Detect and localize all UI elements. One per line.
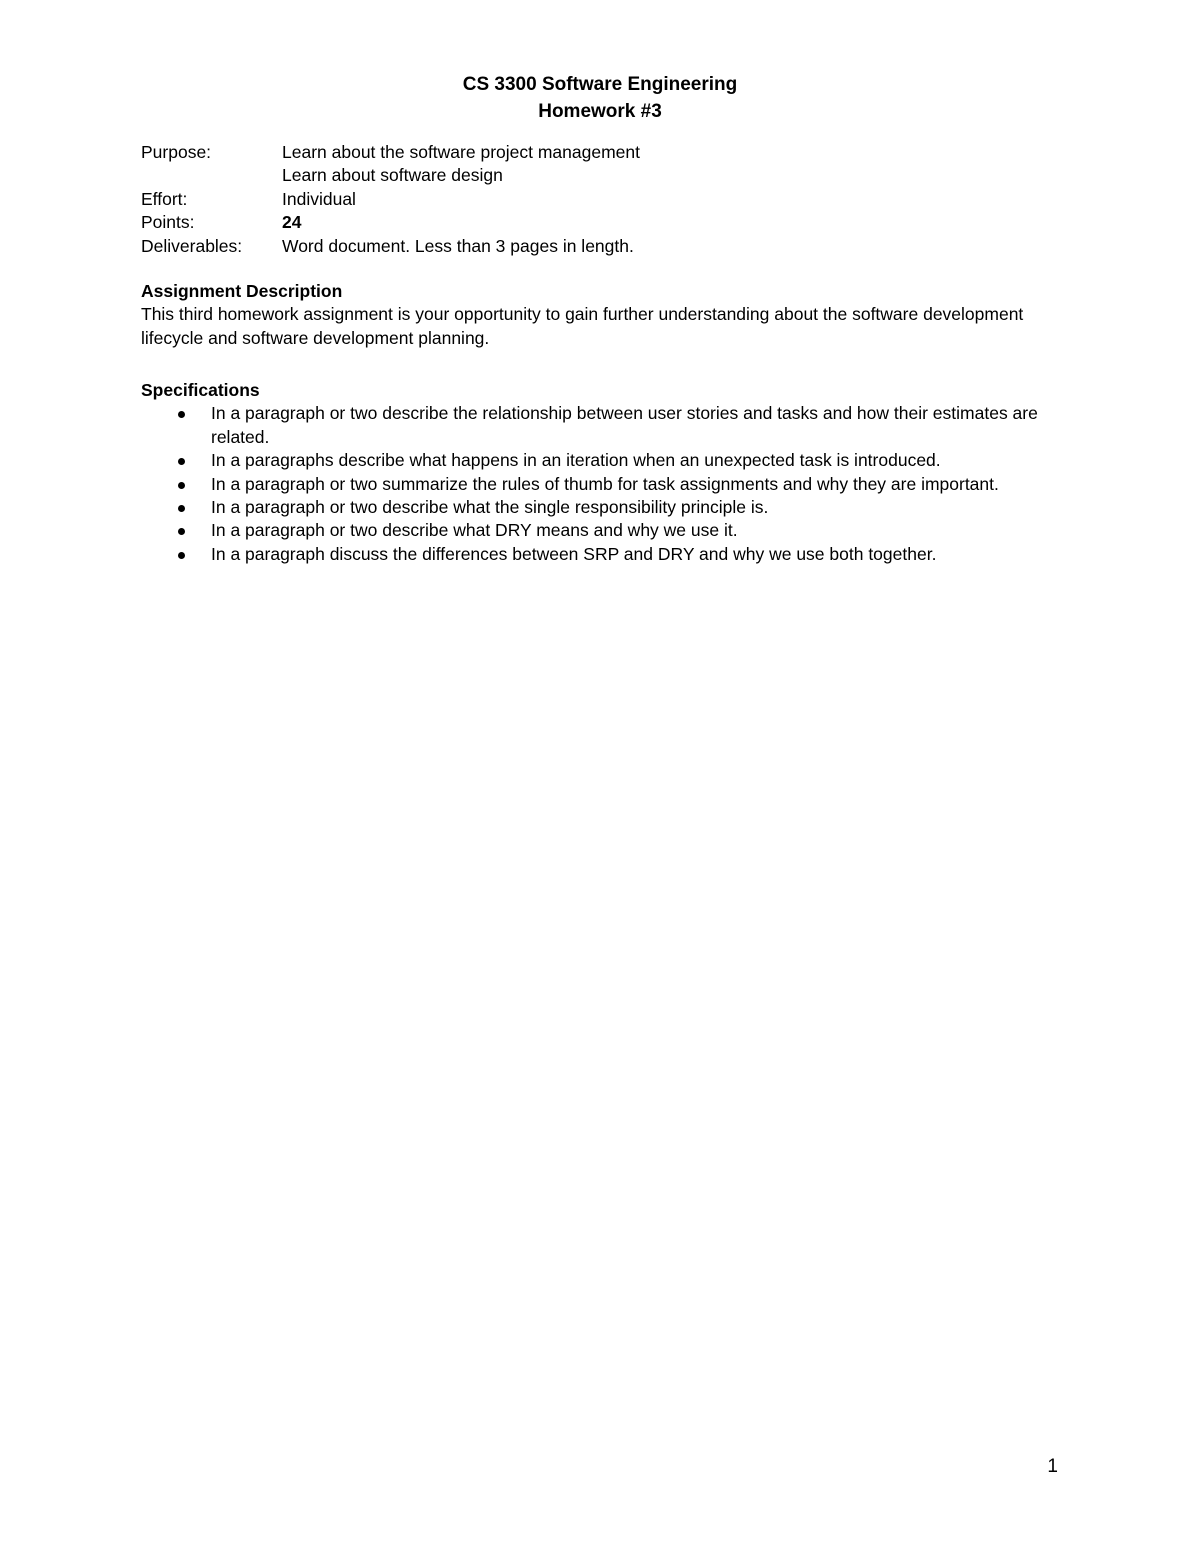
meta-row-purpose-cont <box>141 164 1061 187</box>
bullet-icon <box>178 552 185 559</box>
list-item <box>141 496 1061 519</box>
bullet-icon <box>178 482 185 489</box>
list-item-text: In a paragraph or two describe the relationship between user stories and tasks and how their estimates are related. <box>211 403 1038 447</box>
purpose-label: Purpose: <box>141 142 212 162</box>
specifications-list <box>141 402 1061 566</box>
effort-value: Individual <box>282 188 356 209</box>
list-item-text: In a paragraph or two describe what the single responsibility principle is. <box>211 497 769 518</box>
list-item <box>141 519 1061 542</box>
list-item-text: In a paragraph or two summarize the rules of thumb for task assignments and why they are important. <box>211 473 999 494</box>
assignment-description-section <box>141 280 1061 350</box>
bullet-icon <box>178 505 185 512</box>
bullet-icon <box>178 458 185 465</box>
points-label: Points: <box>141 212 195 233</box>
bullet-icon <box>178 528 185 535</box>
list-item <box>141 543 1061 566</box>
list-item-text: In a paragraph or two describe what DRY means and why we use it. <box>211 520 738 541</box>
deliverables-label: Deliverables: <box>141 235 243 256</box>
assignment-meta <box>141 141 1061 258</box>
list-item <box>141 402 1061 449</box>
list-item <box>141 473 1061 496</box>
document-title-block <box>0 71 1200 125</box>
list-item-text: In a paragraphs describe what happens in an iteration when an unexpected task is introduced. <box>211 450 941 471</box>
specifications-section <box>141 379 1061 566</box>
meta-row-purpose <box>141 141 1061 164</box>
meta-row-points <box>141 211 1061 234</box>
assignment-title: Homework #3 <box>538 101 662 122</box>
purpose-label-spacer <box>141 164 282 187</box>
purpose-value-2: Learn about software design <box>282 165 503 186</box>
bullet-icon <box>178 411 185 418</box>
points-value: 24 <box>282 212 302 233</box>
meta-row-effort <box>141 188 1061 211</box>
page-number: 1 <box>1047 1456 1058 1477</box>
assignment-description-body: This third homework assignment is your opportunity to gain further understanding about the software development lifecycle and software development planning. <box>141 304 1024 348</box>
deliverables-value: Word document. Less than 3 pages in length. <box>282 235 634 256</box>
effort-label: Effort: <box>141 188 188 209</box>
list-item-text: In a paragraph discuss the differences between SRP and DRY and why we use both together. <box>211 543 937 564</box>
meta-row-deliverables <box>141 235 1061 258</box>
purpose-value-1: Learn about the software project management <box>282 142 640 162</box>
specifications-heading: Specifications <box>141 380 260 400</box>
course-title: CS 3300 Software Engineering <box>462 74 738 95</box>
list-item <box>141 449 1061 472</box>
assignment-description-heading: Assignment Description <box>141 281 343 301</box>
